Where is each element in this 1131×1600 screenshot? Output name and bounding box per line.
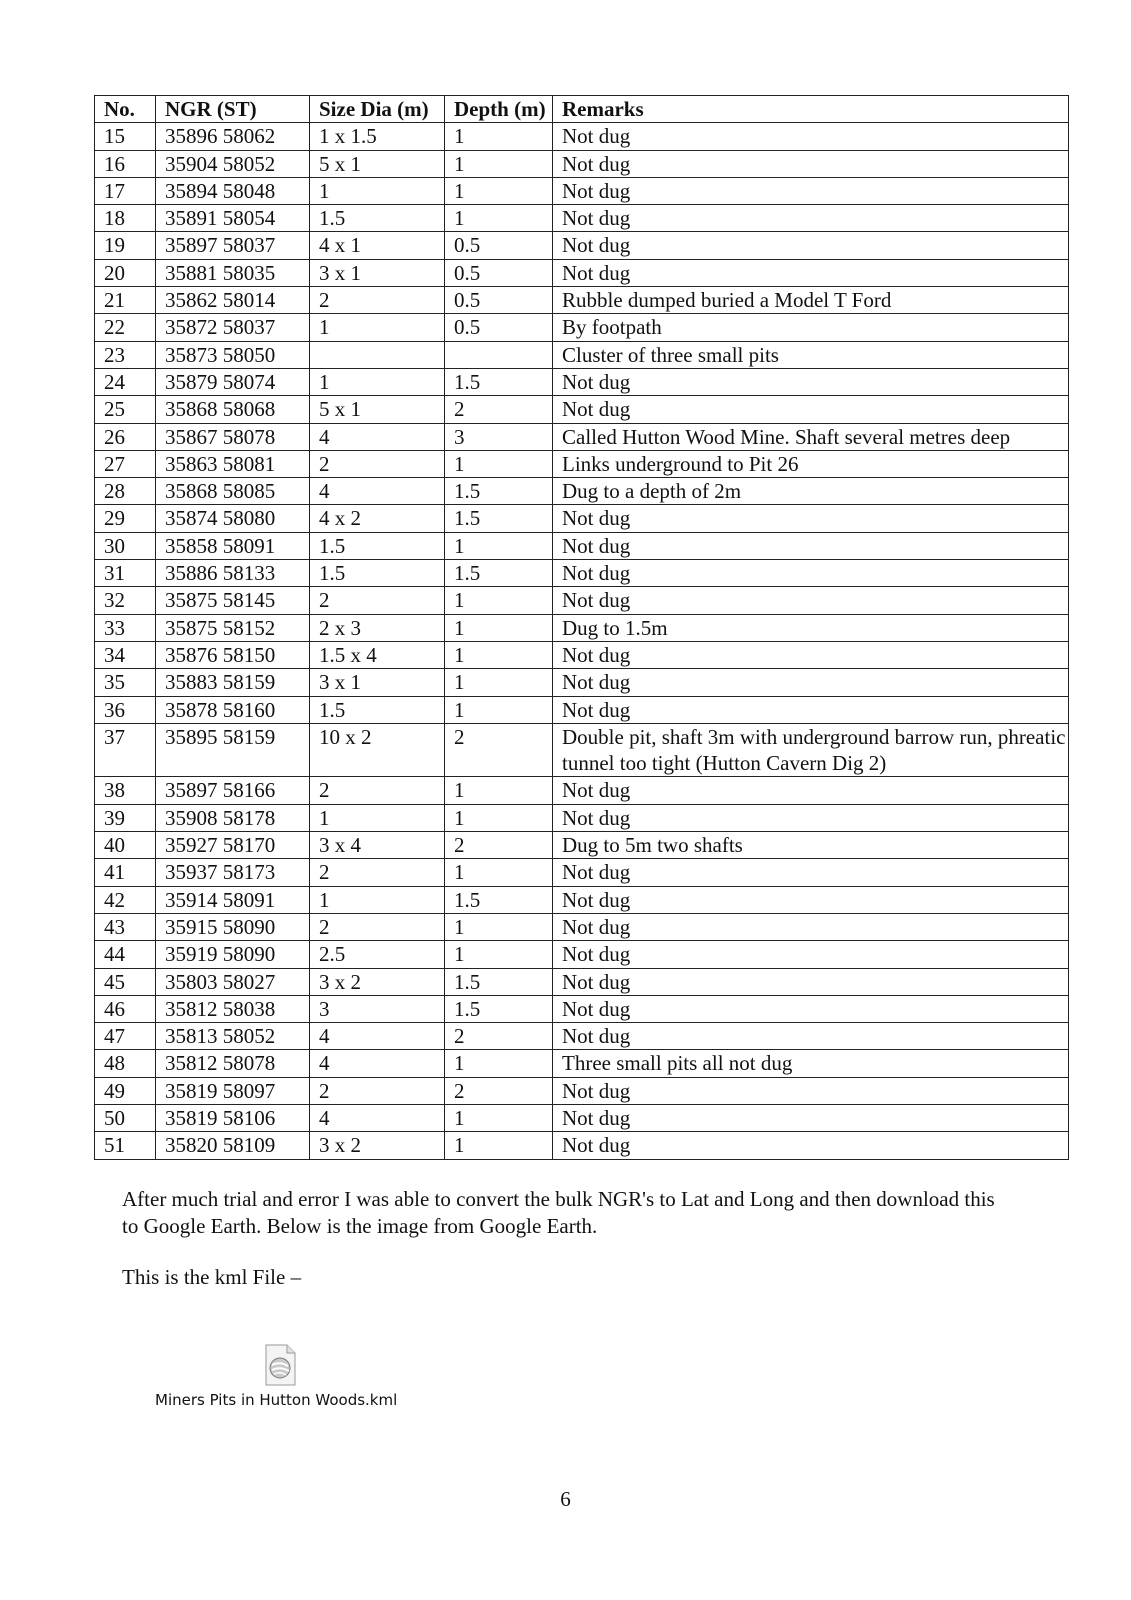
cell-size: 4 <box>310 1104 445 1131</box>
table-row <box>95 232 1069 259</box>
cell-no: 33 <box>95 614 156 641</box>
cell-depth: 1.5 <box>445 505 553 532</box>
table-row <box>95 505 1069 532</box>
cell-depth: 1 <box>445 804 553 831</box>
cell-size: 2 <box>310 859 445 886</box>
cell-depth: 1.5 <box>445 560 553 587</box>
cell-size: 2 <box>310 1077 445 1104</box>
cell-no: 45 <box>95 968 156 995</box>
cell-remarks: Not dug <box>553 641 1069 668</box>
table-row <box>95 968 1069 995</box>
cell-remarks: Not dug <box>553 1023 1069 1050</box>
cell-ngr: 35867 58078 <box>156 423 310 450</box>
table-row <box>95 587 1069 614</box>
header-depth: Depth (m) <box>445 96 553 123</box>
cell-no: 40 <box>95 832 156 859</box>
cell-no: 31 <box>95 560 156 587</box>
cell-depth: 3 <box>445 423 553 450</box>
cell-size: 4 <box>310 1023 445 1050</box>
cell-depth: 1.5 <box>445 886 553 913</box>
cell-remarks: By footpath <box>553 314 1069 341</box>
cell-ngr: 35862 58014 <box>156 287 310 314</box>
cell-remarks: Not dug <box>553 859 1069 886</box>
cell-ngr: 35879 58074 <box>156 368 310 395</box>
cell-no: 47 <box>95 1023 156 1050</box>
table-row <box>95 150 1069 177</box>
cell-size: 1.5 <box>310 560 445 587</box>
cell-no: 34 <box>95 641 156 668</box>
table-header-row <box>95 96 1069 123</box>
table-row <box>95 913 1069 940</box>
cell-no: 29 <box>95 505 156 532</box>
cell-remarks: Not dug <box>553 804 1069 831</box>
table-row <box>95 777 1069 804</box>
cell-no: 30 <box>95 532 156 559</box>
cell-size: 2 x 3 <box>310 614 445 641</box>
cell-size: 2 <box>310 777 445 804</box>
cell-remarks: Not dug <box>553 560 1069 587</box>
table-row <box>95 995 1069 1022</box>
cell-ngr: 35812 58038 <box>156 995 310 1022</box>
cell-size: 1.5 x 4 <box>310 641 445 668</box>
cell-remarks: Not dug <box>553 587 1069 614</box>
cell-depth: 0.5 <box>445 232 553 259</box>
cell-remarks: Called Hutton Wood Mine. Shaft several metres deep <box>553 423 1069 450</box>
cell-size: 3 x 1 <box>310 669 445 696</box>
cell-no: 21 <box>95 287 156 314</box>
cell-no: 22 <box>95 314 156 341</box>
cell-size: 10 x 2 <box>310 723 445 777</box>
intro-paragraph: After much trial and error I was able to convert the bulk NGR's to Lat and Long and then download this to Google Earth. Below is the image from Google Earth. <box>122 1187 995 1238</box>
cell-remarks: Not dug <box>553 1077 1069 1104</box>
cell-ngr: 35868 58085 <box>156 478 310 505</box>
table-row <box>95 1023 1069 1050</box>
cell-size: 1 <box>310 368 445 395</box>
cell-remarks: Not dug <box>553 368 1069 395</box>
table-row <box>95 723 1069 777</box>
header-size: Size Dia (m) <box>310 96 445 123</box>
cell-ngr: 35908 58178 <box>156 804 310 831</box>
cell-depth: 1 <box>445 614 553 641</box>
cell-depth: 1.5 <box>445 478 553 505</box>
cell-no: 19 <box>95 232 156 259</box>
cell-no: 51 <box>95 1132 156 1159</box>
table-row <box>95 641 1069 668</box>
cell-remarks: Not dug <box>553 259 1069 286</box>
cell-ngr: 35914 58091 <box>156 886 310 913</box>
cell-ngr: 35927 58170 <box>156 832 310 859</box>
kml-file-icon[interactable] <box>262 1344 298 1386</box>
table-row <box>95 396 1069 423</box>
cell-size: 4 <box>310 423 445 450</box>
cell-ngr: 35820 58109 <box>156 1132 310 1159</box>
cell-remarks: Cluster of three small pits <box>553 341 1069 368</box>
table-body <box>95 123 1069 1159</box>
cell-ngr: 35891 58054 <box>156 205 310 232</box>
cell-depth: 1 <box>445 696 553 723</box>
cell-ngr: 35858 58091 <box>156 532 310 559</box>
cell-no: 41 <box>95 859 156 886</box>
table-row <box>95 123 1069 150</box>
cell-depth: 2 <box>445 723 553 777</box>
cell-size: 4 <box>310 1050 445 1077</box>
cell-no: 48 <box>95 1050 156 1077</box>
cell-size: 4 x 1 <box>310 232 445 259</box>
cell-depth: 0.5 <box>445 287 553 314</box>
cell-remarks: Three small pits all not dug <box>553 1050 1069 1077</box>
cell-size: 4 x 2 <box>310 505 445 532</box>
header-ngr: NGR (ST) <box>156 96 310 123</box>
cell-size: 2 <box>310 913 445 940</box>
cell-remarks: Dug to 5m two shafts <box>553 832 1069 859</box>
page-number: 6 <box>560 1487 571 1511</box>
cell-depth: 2 <box>445 396 553 423</box>
cell-depth: 1 <box>445 587 553 614</box>
cell-no: 23 <box>95 341 156 368</box>
cell-size: 3 x 2 <box>310 968 445 995</box>
cell-remarks: Not dug <box>553 696 1069 723</box>
cell-depth: 1 <box>445 1050 553 1077</box>
cell-remarks: Links underground to Pit 26 <box>553 450 1069 477</box>
cell-no: 43 <box>95 913 156 940</box>
cell-no: 49 <box>95 1077 156 1104</box>
cell-remarks: Not dug <box>553 177 1069 204</box>
table-row <box>95 696 1069 723</box>
table-row <box>95 341 1069 368</box>
header-no: No. <box>95 96 156 123</box>
cell-size: 2 <box>310 587 445 614</box>
table-row <box>95 941 1069 968</box>
cell-no: 46 <box>95 995 156 1022</box>
table-row <box>95 532 1069 559</box>
cell-depth: 1 <box>445 450 553 477</box>
cell-ngr: 35894 58048 <box>156 177 310 204</box>
cell-no: 44 <box>95 941 156 968</box>
cell-ngr: 35896 58062 <box>156 123 310 150</box>
cell-no: 17 <box>95 177 156 204</box>
cell-ngr: 35874 58080 <box>156 505 310 532</box>
cell-depth: 2 <box>445 1023 553 1050</box>
cell-depth: 1 <box>445 777 553 804</box>
cell-ngr: 35881 58035 <box>156 259 310 286</box>
cell-ngr: 35876 58150 <box>156 641 310 668</box>
cell-remarks: Not dug <box>553 913 1069 940</box>
table-row <box>95 1050 1069 1077</box>
cell-ngr: 35868 58068 <box>156 396 310 423</box>
cell-size: 5 x 1 <box>310 150 445 177</box>
cell-depth: 1 <box>445 941 553 968</box>
cell-depth: 1 <box>445 177 553 204</box>
header-remarks: Remarks <box>553 96 1069 123</box>
cell-no: 28 <box>95 478 156 505</box>
cell-ngr: 35819 58097 <box>156 1077 310 1104</box>
cell-remarks: Dug to 1.5m <box>553 614 1069 641</box>
cell-remarks: Not dug <box>553 150 1069 177</box>
cell-depth: 1 <box>445 123 553 150</box>
cell-depth: 1 <box>445 641 553 668</box>
cell-depth: 0.5 <box>445 259 553 286</box>
cell-ngr: 35883 58159 <box>156 669 310 696</box>
cell-depth: 1 <box>445 859 553 886</box>
kml-file-name[interactable]: Miners Pits in Hutton Woods.kml <box>155 1391 398 1409</box>
cell-no: 39 <box>95 804 156 831</box>
table-row <box>95 177 1069 204</box>
cell-ngr: 35873 58050 <box>156 341 310 368</box>
cell-depth <box>445 341 553 368</box>
cell-no: 37 <box>95 723 156 777</box>
cell-size: 2 <box>310 287 445 314</box>
kml-attachment[interactable] <box>150 1344 410 1414</box>
table-row <box>95 450 1069 477</box>
cell-remarks: Not dug <box>553 941 1069 968</box>
cell-no: 27 <box>95 450 156 477</box>
cell-no: 32 <box>95 587 156 614</box>
cell-remarks: Double pit, shaft 3m with underground barrow run, phreatic tunnel too tight (Hutton Cavern Dig 2) <box>553 723 1069 777</box>
cell-remarks: Not dug <box>553 1132 1069 1159</box>
kml-file-caption: This is the kml File – <box>122 1265 302 1289</box>
cell-no: 18 <box>95 205 156 232</box>
cell-no: 35 <box>95 669 156 696</box>
cell-ngr: 35872 58037 <box>156 314 310 341</box>
cell-ngr: 35897 58166 <box>156 777 310 804</box>
cell-remarks: Not dug <box>553 396 1069 423</box>
cell-no: 20 <box>95 259 156 286</box>
cell-size: 2 <box>310 450 445 477</box>
cell-no: 50 <box>95 1104 156 1131</box>
cell-ngr: 35915 58090 <box>156 913 310 940</box>
cell-remarks: Not dug <box>553 669 1069 696</box>
cell-remarks: Not dug <box>553 532 1069 559</box>
pits-table <box>94 95 1069 1160</box>
cell-depth: 1 <box>445 532 553 559</box>
cell-size: 5 x 1 <box>310 396 445 423</box>
cell-remarks: Not dug <box>553 968 1069 995</box>
cell-ngr: 35812 58078 <box>156 1050 310 1077</box>
cell-ngr: 35803 58027 <box>156 968 310 995</box>
table-row <box>95 804 1069 831</box>
cell-size: 1 <box>310 177 445 204</box>
cell-remarks: Not dug <box>553 205 1069 232</box>
table-row <box>95 832 1069 859</box>
cell-size: 1.5 <box>310 205 445 232</box>
cell-ngr: 35937 58173 <box>156 859 310 886</box>
cell-remarks: Not dug <box>553 1104 1069 1131</box>
cell-remarks: Not dug <box>553 886 1069 913</box>
cell-size: 1 x 1.5 <box>310 123 445 150</box>
cell-size <box>310 341 445 368</box>
cell-size: 1.5 <box>310 696 445 723</box>
cell-depth: 1 <box>445 205 553 232</box>
table-row <box>95 1104 1069 1131</box>
cell-no: 26 <box>95 423 156 450</box>
cell-depth: 0.5 <box>445 314 553 341</box>
cell-size: 3 x 2 <box>310 1132 445 1159</box>
cell-no: 16 <box>95 150 156 177</box>
cell-remarks: Rubble dumped buried a Model T Ford <box>553 287 1069 314</box>
table-row <box>95 669 1069 696</box>
cell-depth: 1.5 <box>445 995 553 1022</box>
cell-size: 3 x 1 <box>310 259 445 286</box>
cell-depth: 1 <box>445 669 553 696</box>
cell-size: 1.5 <box>310 532 445 559</box>
cell-size: 1 <box>310 804 445 831</box>
cell-ngr: 35863 58081 <box>156 450 310 477</box>
cell-size: 3 <box>310 995 445 1022</box>
table-row <box>95 614 1069 641</box>
cell-depth: 1 <box>445 1132 553 1159</box>
table-row <box>95 259 1069 286</box>
cell-no: 15 <box>95 123 156 150</box>
cell-ngr: 35813 58052 <box>156 1023 310 1050</box>
table-row <box>95 423 1069 450</box>
cell-ngr: 35904 58052 <box>156 150 310 177</box>
cell-no: 25 <box>95 396 156 423</box>
cell-size: 2.5 <box>310 941 445 968</box>
cell-no: 42 <box>95 886 156 913</box>
cell-size: 1 <box>310 314 445 341</box>
cell-remarks: Not dug <box>553 777 1069 804</box>
cell-remarks: Not dug <box>553 995 1069 1022</box>
table-row <box>95 859 1069 886</box>
cell-ngr: 35897 58037 <box>156 232 310 259</box>
table-row <box>95 314 1069 341</box>
cell-depth: 1 <box>445 1104 553 1131</box>
table-row <box>95 287 1069 314</box>
cell-depth: 2 <box>445 832 553 859</box>
table-row <box>95 478 1069 505</box>
table-row <box>95 1077 1069 1104</box>
cell-ngr: 35819 58106 <box>156 1104 310 1131</box>
table-row <box>95 205 1069 232</box>
cell-ngr: 35886 58133 <box>156 560 310 587</box>
cell-remarks: Not dug <box>553 123 1069 150</box>
cell-no: 24 <box>95 368 156 395</box>
cell-remarks: Dug to a depth of 2m <box>553 478 1069 505</box>
cell-size: 1 <box>310 886 445 913</box>
cell-depth: 2 <box>445 1077 553 1104</box>
cell-size: 3 x 4 <box>310 832 445 859</box>
cell-depth: 1 <box>445 150 553 177</box>
table-row <box>95 560 1069 587</box>
cell-depth: 1.5 <box>445 968 553 995</box>
cell-remarks: Not dug <box>553 232 1069 259</box>
cell-ngr: 35895 58159 <box>156 723 310 777</box>
table-row <box>95 368 1069 395</box>
cell-ngr: 35878 58160 <box>156 696 310 723</box>
cell-depth: 1.5 <box>445 368 553 395</box>
cell-remarks: Not dug <box>553 505 1069 532</box>
table-row <box>95 1132 1069 1159</box>
cell-ngr: 35875 58145 <box>156 587 310 614</box>
cell-depth: 1 <box>445 913 553 940</box>
cell-ngr: 35919 58090 <box>156 941 310 968</box>
cell-size: 4 <box>310 478 445 505</box>
table-row <box>95 886 1069 913</box>
cell-ngr: 35875 58152 <box>156 614 310 641</box>
cell-no: 38 <box>95 777 156 804</box>
cell-no: 36 <box>95 696 156 723</box>
